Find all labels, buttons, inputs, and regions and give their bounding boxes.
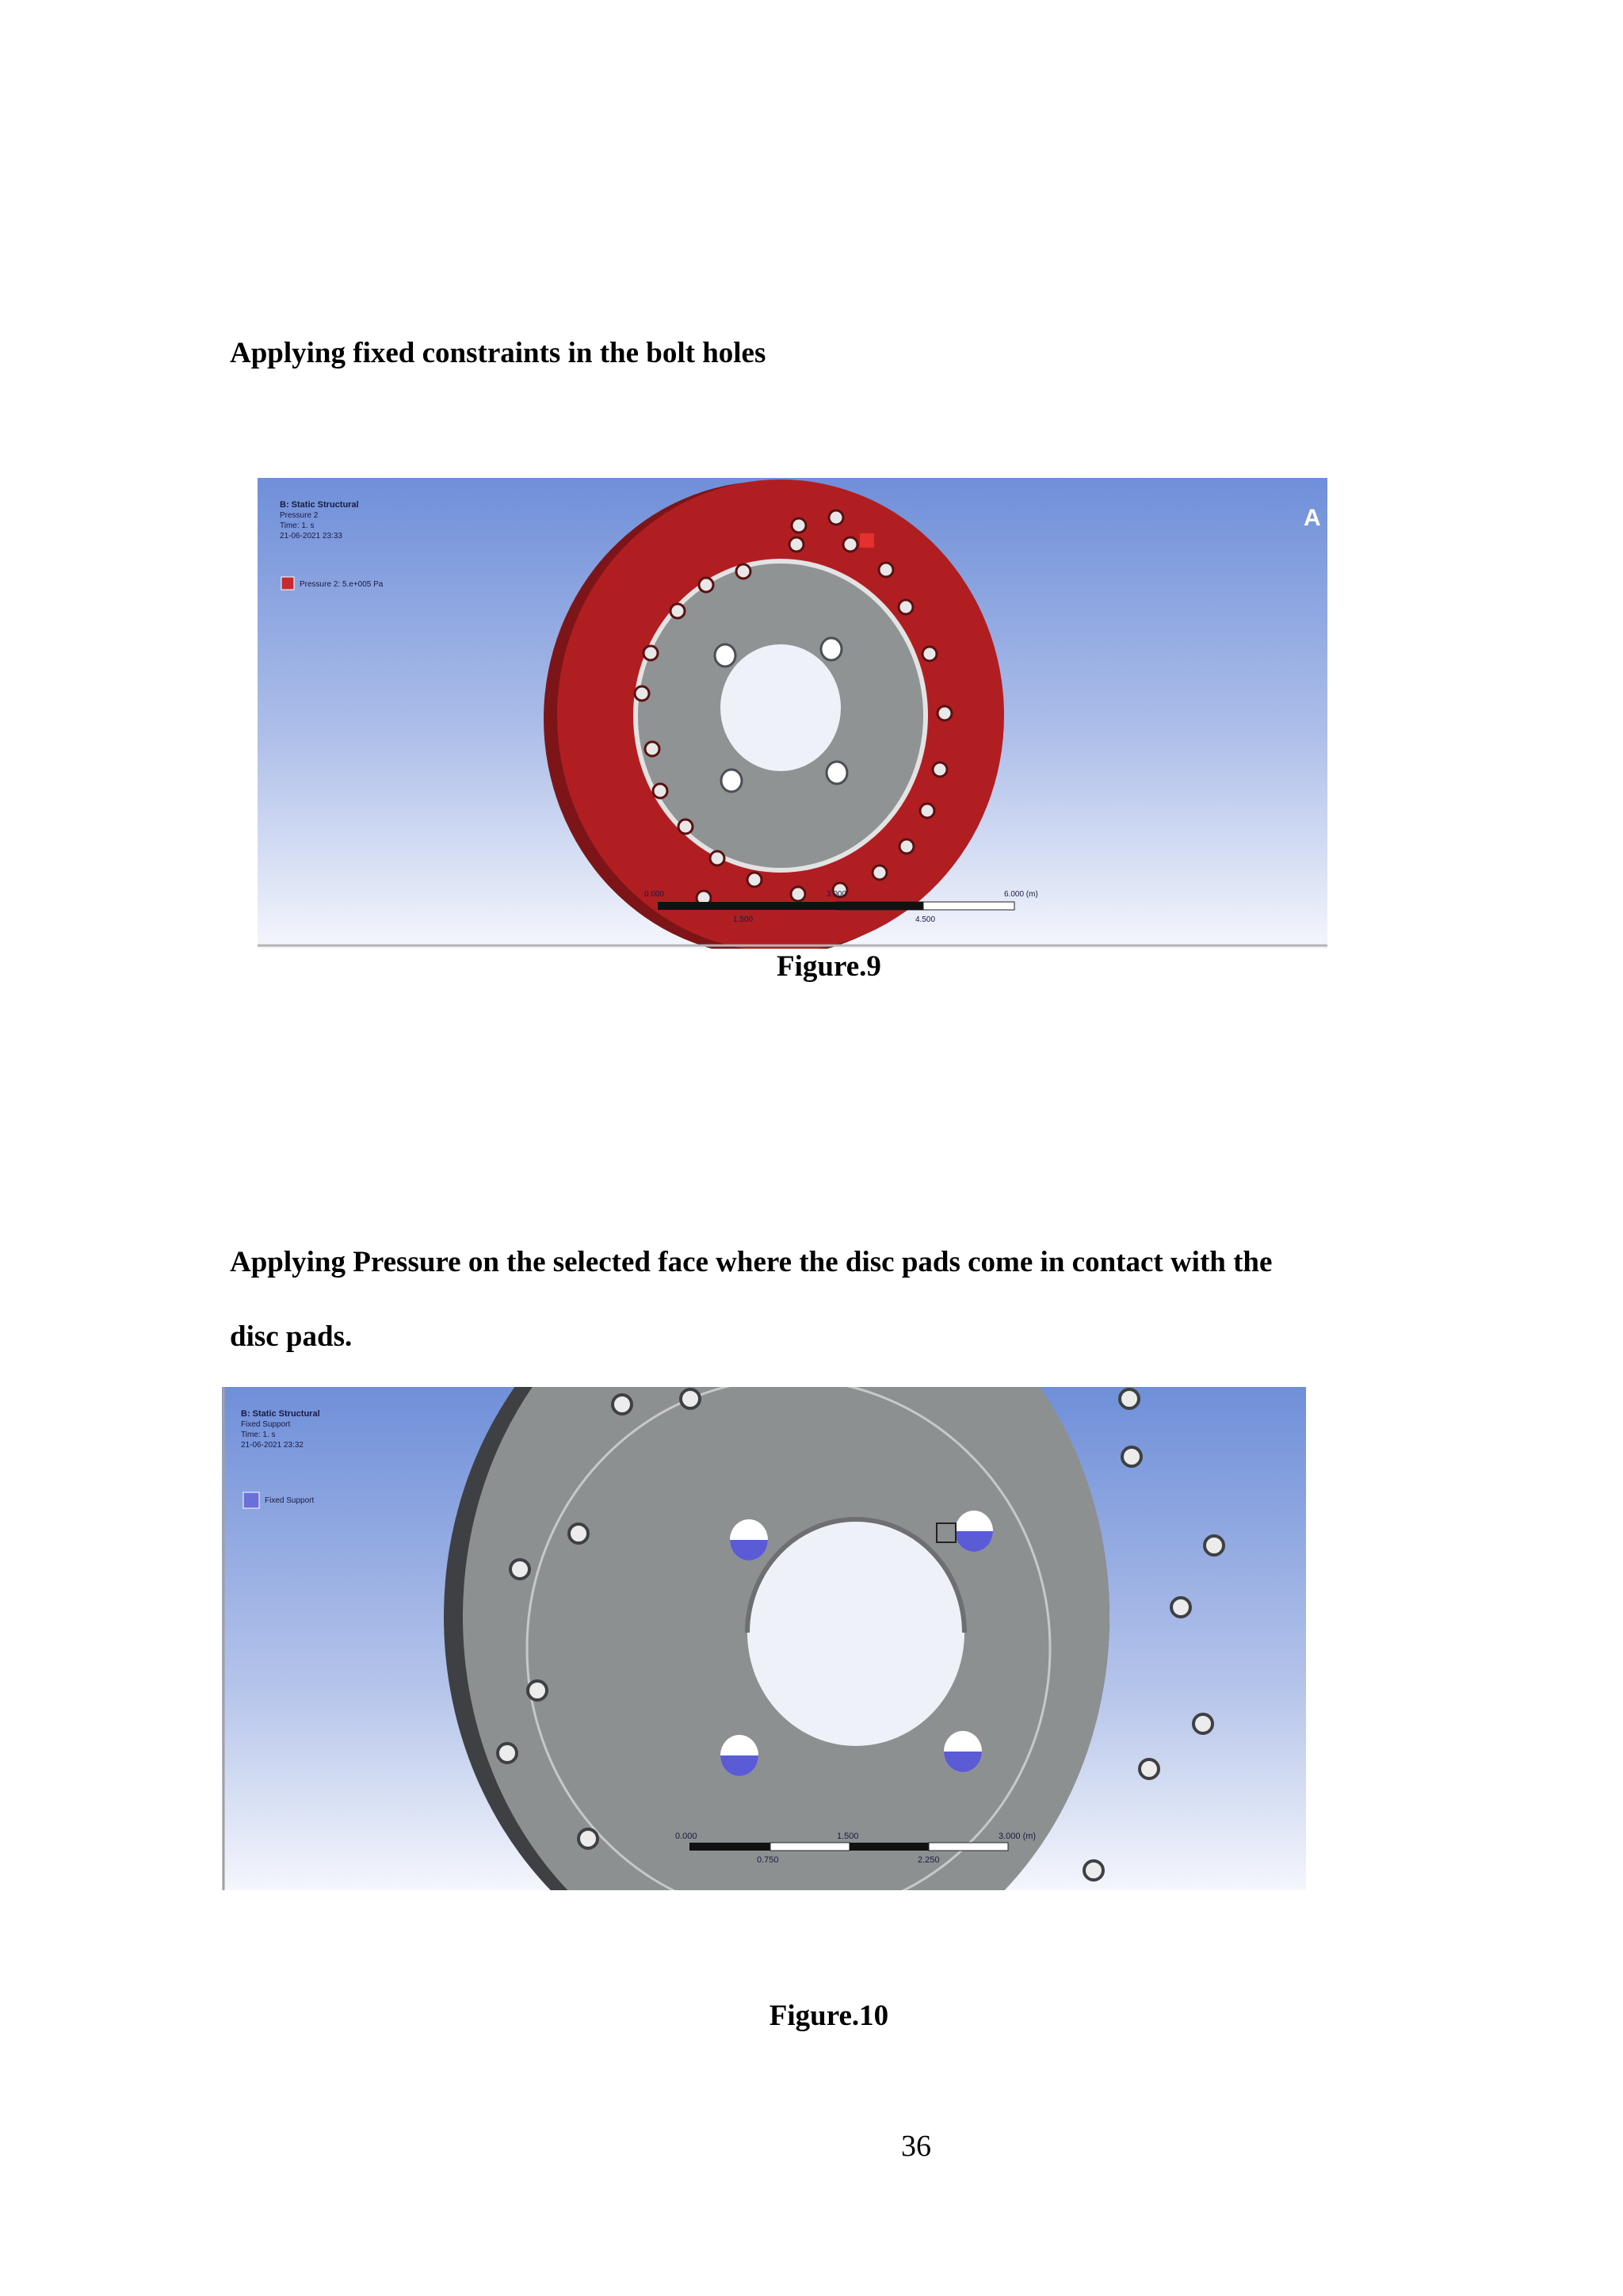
legend-swatch-pressure <box>281 577 294 590</box>
figure-9-caption: Figure.9 <box>777 950 881 983</box>
scale-tick-1: 1.500 <box>733 915 754 924</box>
legend-entry: Pressure 2: 5.e+005 Pa <box>300 580 384 589</box>
scale-tick-4: 3.000 (m) <box>999 1832 1037 1841</box>
legend-swatch-fixed-support <box>243 1492 259 1508</box>
legend-date: 21-06-2021 23:33 <box>280 532 342 541</box>
legend-title: B: Static Structural <box>241 1409 320 1419</box>
scale-tick-0: 0.000 <box>644 890 665 899</box>
scale-tick-2: 3.000 <box>827 890 847 899</box>
section-heading-fixed-constraints: Applying fixed constraints in the bolt holes <box>230 337 766 369</box>
legend-time: Time: 1. s <box>280 521 315 530</box>
legend-item: Fixed Support <box>241 1420 291 1429</box>
scale-tick-1: 0.750 <box>757 1855 779 1865</box>
figure-10-caption: Figure.10 <box>769 2000 889 2032</box>
legend-item: Pressure 2 <box>280 511 319 520</box>
scale-tick-3: 4.500 <box>915 915 936 924</box>
section-heading-pressure-line2: disc pads. <box>230 1320 353 1353</box>
legend-entry: Fixed Support <box>265 1496 315 1505</box>
figure-10-image <box>222 1387 1306 1890</box>
figure-9-image <box>258 478 1327 949</box>
legend-title: B: Static Structural <box>280 500 359 510</box>
scale-tick-0: 0.000 <box>675 1832 697 1841</box>
scale-tick-2: 1.500 <box>837 1832 859 1841</box>
legend-time: Time: 1. s <box>241 1431 276 1439</box>
legend-date: 21-06-2021 23:32 <box>241 1441 304 1450</box>
page-number: 36 <box>901 2130 931 2163</box>
figure-10-fixed-support-screenshot <box>222 1387 1306 1890</box>
scale-tick-3: 2.250 <box>918 1855 940 1865</box>
figure-9-pressure-screenshot <box>258 478 1327 949</box>
scale-tick-4: 6.000 (m) <box>1004 890 1038 899</box>
corner-label: A <box>1304 505 1321 531</box>
disc-center-hole <box>720 644 841 771</box>
section-heading-pressure-line1: Applying Pressure on the selected face where the disc pads come in contact with the <box>230 1246 1273 1278</box>
selected-face-marker <box>860 533 874 548</box>
